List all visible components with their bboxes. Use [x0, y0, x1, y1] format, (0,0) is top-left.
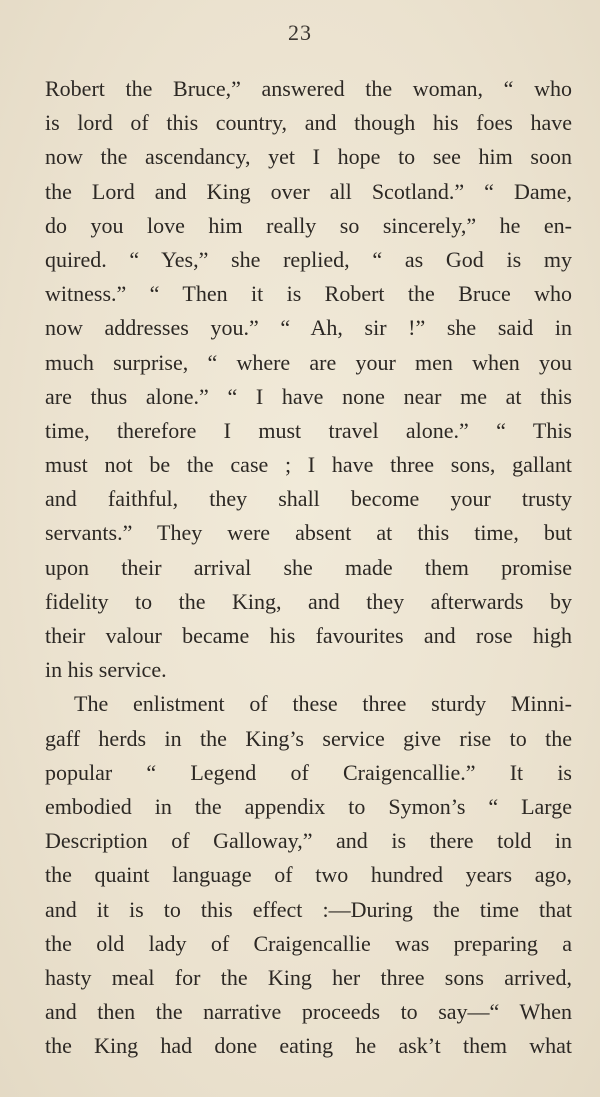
- text-line: servants.” They were absent at this time, but: [45, 520, 572, 546]
- text-line: much surprise, “ where are your men when you: [45, 349, 572, 375]
- paragraph-2: [45, 687, 572, 1063]
- text-line: upon their arrival she made them promise: [45, 554, 572, 580]
- text-line: hasty meal for the King her three sons arrived,: [45, 964, 572, 990]
- text-line: quired. “ Yes,” she replied, “ as God is my: [45, 246, 572, 272]
- text-line: time, therefore I must travel alone.” “ This: [45, 417, 572, 443]
- text-line: the old lady of Craigencallie was preparing a: [45, 930, 572, 956]
- text-line: fidelity to the King, and they afterwards by: [45, 588, 572, 614]
- text-line: in his service.: [45, 657, 167, 683]
- text-line: and faithful, they shall become your trusty: [45, 486, 572, 512]
- text-line: witness.” “ Then it is Robert the Bruce who: [45, 281, 572, 307]
- text-line: their valour became his favourites and rose high: [45, 623, 572, 648]
- text-line: and it is to this effect :—During the time that: [45, 896, 572, 922]
- text-line: now addresses you.” “ Ah, sir !” she said in: [45, 315, 572, 341]
- text-line: Robert the Bruce,” answered the woman, “ who: [45, 76, 572, 101]
- paragraph-1: [45, 72, 572, 687]
- text-line: are thus alone.” “ I have none near me at this: [45, 383, 572, 409]
- text-line: must not be the case ; I have three sons, gallant: [45, 452, 572, 478]
- text-line: gaff herds in the King’s service give rise to the: [45, 725, 572, 751]
- text-line: now the ascendancy, yet I hope to see him soon: [45, 144, 572, 170]
- text-line: the quaint language of two hundred years ago,: [45, 862, 572, 888]
- text-line: popular “ Legend of Craigencallie.” It is: [45, 759, 572, 785]
- text-line: The enlistment of these three sturdy Minni-: [74, 691, 572, 717]
- body-text: [45, 72, 572, 1063]
- text-line: Description of Galloway,” and is there told in: [45, 828, 572, 854]
- page-number: 23: [288, 20, 312, 45]
- text-line: embodied in the appendix to Symon’s “ Large: [45, 793, 572, 819]
- text-line: do you love him really so sincerely,” he en-: [45, 212, 572, 238]
- text-line: the King had done eating he ask’t them what: [45, 1033, 572, 1059]
- text-line: the Lord and King over all Scotland.” “ Dame,: [45, 178, 572, 204]
- text-line: and then the narrative proceeds to say—“ When: [45, 999, 572, 1025]
- text-line: is lord of this country, and though his foes have: [45, 110, 572, 136]
